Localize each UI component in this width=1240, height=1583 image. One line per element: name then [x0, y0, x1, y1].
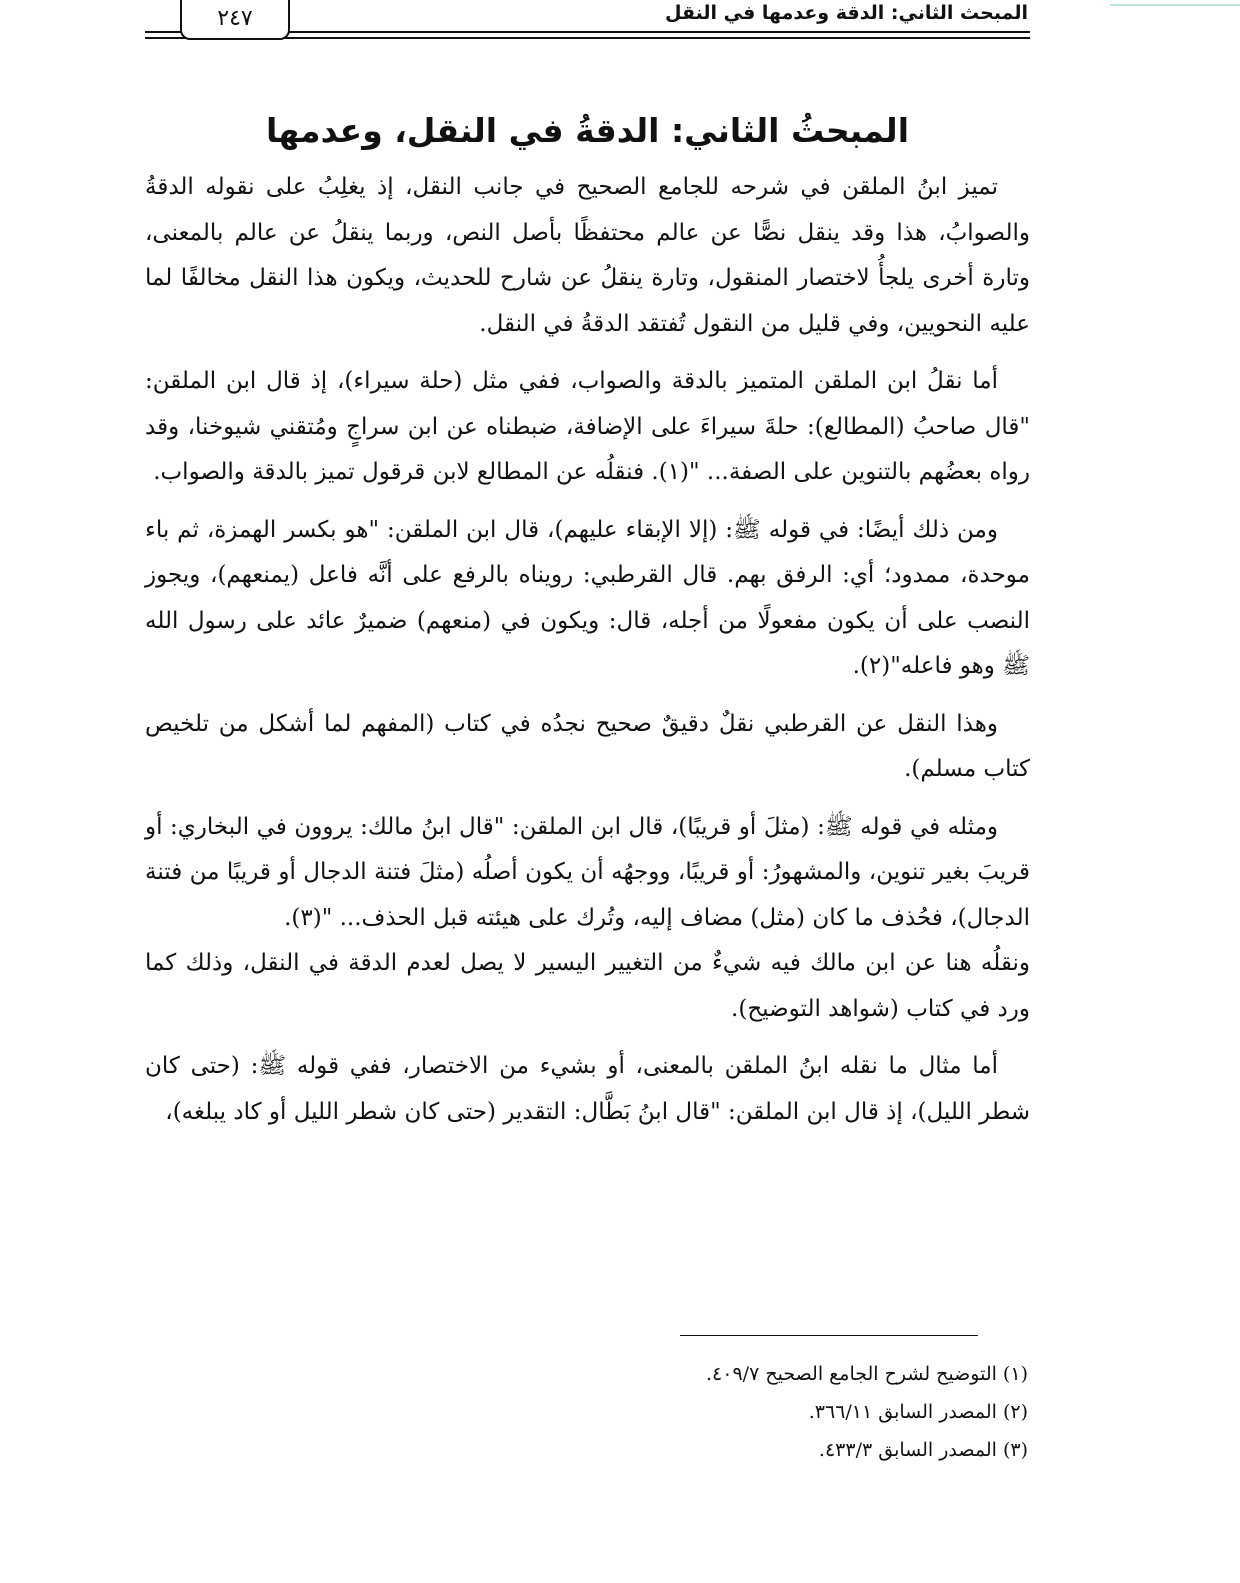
paragraph: أما نقلُ ابن الملقن المتميز بالدقة والصواب، ففي مثل (حلة سيراء)، إذ قال ابن الملقن: "قال صاحبُ (المطالع): حلةَ سيراءَ على الإضافة، ضبطناه عن ابن سراجٍ ومُتقني شيوخنا، وقد رواه بعضُهم بالتنوين على الصفة... "(١). فنقلُه عن المطالع لابن قرقول تميز بالدقة والصواب. [145, 368, 1030, 485]
running-header-title: المبحث الثاني: الدقة وعدمها في النقل [664, 2, 1028, 24]
paragraph: أما مثال ما نقله ابنُ الملقن بالمعنى، أو بشيء من الاختصار، ففي قوله ﷺ: (حتى كان شطر الليل)، إذ قال ابن الملقن: "قال ابنُ بَطَّال: التقدير (حتى كان شطر الليل أو كاد يبلغه)، [145, 1053, 1030, 1125]
footnote: (٣) المصدر السابق ٤٣٣/٣. [818, 1439, 1028, 1461]
paragraph: ومثله في قوله ﷺ: (مثلَ أو قريبًا)، قال ابن الملقن: "قال ابنُ مالك: يروون في البخاري: أو قريبَ بغير تنوين، والمشهورُ: أو قريبًا، ووجهُه أن يكون أصلُه (مثلَ فتنة الدجال أو قريبًا من فتنة الدجال)، فحُذف ما كان (مثل) مضاف إليه، وتُرك على هيئته قبل الحذف... "(٣). [145, 813, 1030, 931]
footnote: (٢) المصدر السابق ٣٦٦/١١. [808, 1401, 1028, 1423]
section-title: المبحثُ الثاني: الدقةُ في النقل، وعدمها [265, 111, 910, 150]
corner-accent-line [1110, 4, 1240, 6]
paragraph: وهذا النقل عن القرطبي نقلٌ دقيقٌ صحيح نجدُه في كتاب (المفهم لما أشكل من تلخيص كتاب مسلم). [145, 710, 1030, 782]
footnote: (١) التوضيح لشرح الجامع الصحيح ٤٠٩/٧. [706, 1363, 1028, 1385]
paragraph: ونقلُه هنا عن ابن مالك فيه شيءٌ من التغيير اليسير لا يصل لعدم الدقة في النقل، وذلك كما ورد في كتاب (شواهد التوضيح). [145, 950, 1030, 1022]
paragraph: ومن ذلك أيضًا: في قوله ﷺ: (إلا الإبقاء عليهم)، قال ابن الملقن: "هو بكسر الهمزة، ثم باء موحدة، ممدود؛ أي: الرفق بهم. قال القرطبي: رويناه بالرفع على أنَّه فاعل (يمنعهم)، ويجوز النصب على أن يكون مفعولًا من أجله، قال: ويكون في (منعهم) ضميرٌ عائد على رسول الله ﷺ وهو فاعله"(٢). [145, 516, 1030, 679]
footnotes [328, 1355, 1028, 1469]
body-text [145, 165, 1030, 1147]
footnote-separator [680, 1335, 978, 1336]
page-number: ٢٤٧ [180, 0, 290, 40]
paragraph: تميز ابنُ الملقن في شرحه للجامع الصحيح في جانب النقل، إذ يغلِبُ على نقوله الدقةُ والصوابُ، هذا وقد ينقل نصًّا عن عالم محتفظًا بأصل النص، وربما ينقلُ عن عالم بالمعنى، وتارة أخرى يلجأُ لاختصار المنقول، وتارة ينقلُ عن شارح للحديث، ويكون هذا النقل مخالفًا لما عليه النحويين، وفي قليل من النقول تُفتقد الدقةُ في النقل. [145, 174, 1030, 337]
